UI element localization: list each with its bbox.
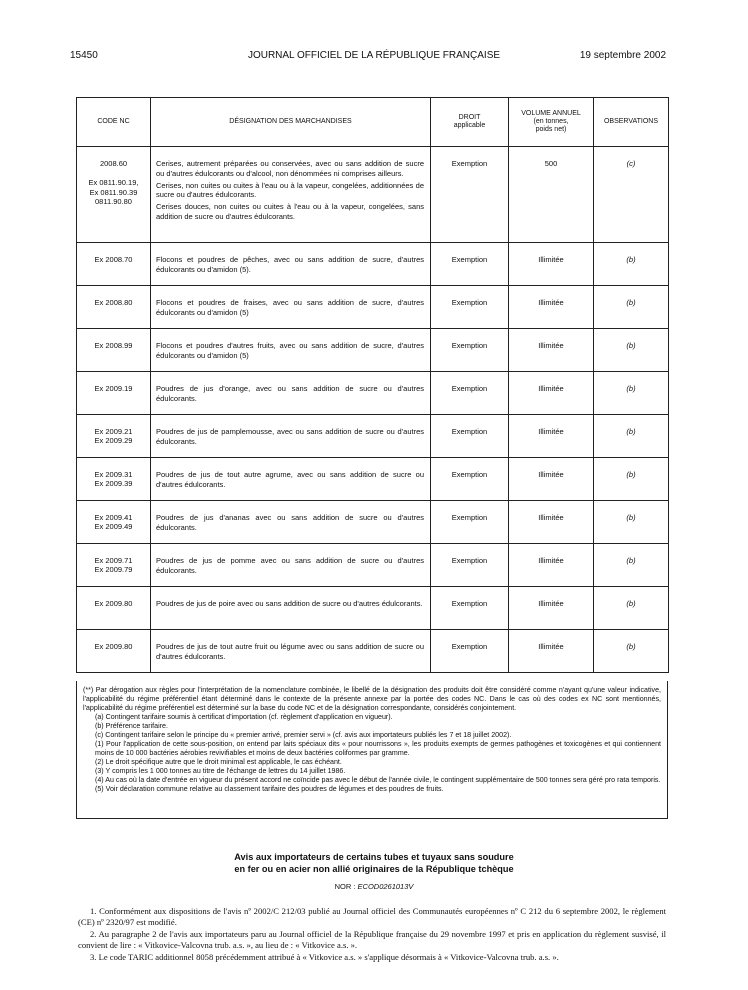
footnote: (5) Voir déclaration commune relative au classement tarifaire des poudres de légumes et des poudres de fruits. <box>95 785 444 793</box>
table-row <box>77 147 669 243</box>
droit-cell: Exemption <box>431 501 509 544</box>
col-header-volume <box>509 98 594 147</box>
col-header-droit <box>431 98 509 147</box>
table-row <box>77 501 669 544</box>
nc-code: Ex 2009.79 <box>94 565 133 575</box>
designation-cell <box>151 147 431 243</box>
nor-code: ECOD0261013V <box>357 882 414 891</box>
observation-cell: (b) <box>594 372 669 415</box>
nc-code: Ex 2009.29 <box>94 436 133 446</box>
designation-cell <box>151 544 431 587</box>
nc-code-cell <box>77 501 151 544</box>
col-header-code: CODE NC <box>77 98 151 147</box>
volume-cell: Illimitée <box>509 372 594 415</box>
nc-code: Ex 2009.19 <box>94 384 133 393</box>
designation-text: Cerises, autrement préparées ou conservées, avec ou sans addition de sucre ou d'autres édulcorants ou d'alcool, non dénommées ni comprises ailleurs. <box>156 159 424 178</box>
footnote: (3) Y compris les 1 000 tonnes au titre de l'échange de lettres du 14 juillet 1986. <box>95 767 346 775</box>
nc-code: Ex 0811.90.19, <box>88 178 139 188</box>
nc-code: Ex 2008.80 <box>94 298 133 307</box>
avis-paragraph: 1. Conformément aux dispositions de l'avis nº 2002/C 212/03 publié au Journal officiel des Communautés européennes nº C 212 du 6 septembre 2002, le règlement (CE) nº 2320/97 est modifié. <box>78 906 666 927</box>
table-row <box>77 587 669 630</box>
designation-text: Flocons et poudres de pêches, avec ou sans addition de sucre, d'autres édulcorants ou d'amidon (5). <box>156 255 424 274</box>
avis-title-line1: Avis aux importateurs de certains tubes et tuyaux sans soudure <box>234 852 514 862</box>
nc-code: 2008.60 <box>99 159 128 168</box>
avis-title-line2: en fer ou en acier non allié originaires de la République tchèque <box>234 863 514 874</box>
page-number: 15450 <box>70 50 98 61</box>
designation-cell <box>151 415 431 458</box>
col-header-volume-line1: VOLUME ANNUEL <box>521 109 581 117</box>
droit-cell: Exemption <box>431 587 509 630</box>
volume-cell: Illimitée <box>509 630 594 673</box>
designation-cell <box>151 372 431 415</box>
nc-code: Ex 2009.31 <box>94 470 133 479</box>
designation-cell <box>151 501 431 544</box>
journal-title: JOURNAL OFFICIEL DE LA RÉPUBLIQUE FRANÇAISE <box>247 50 501 61</box>
table-notes <box>76 681 668 819</box>
tariff-table <box>76 97 669 673</box>
table-row <box>77 544 669 587</box>
observation-cell: (c) <box>594 147 669 243</box>
table-row <box>77 630 669 673</box>
nc-code-cell <box>77 544 151 587</box>
avis-title <box>0 852 748 875</box>
nc-code-cell <box>77 243 151 286</box>
volume-cell: Illimitée <box>509 329 594 372</box>
designation-text: Flocons et poudres d'autres fruits, avec ou sans addition de sucre, d'autres édulcorants ou d'amidon (5) <box>156 341 424 360</box>
droit-cell: Exemption <box>431 630 509 673</box>
table-row <box>77 458 669 501</box>
designation-text: Poudres de jus de tout autre agrume, avec ou sans addition de sucre ou d'autres édulcorants. <box>156 470 424 489</box>
table-body <box>77 147 669 673</box>
designation-cell <box>151 329 431 372</box>
table-row <box>77 243 669 286</box>
designation-cell <box>151 458 431 501</box>
publication-date: 19 septembre 2002 <box>579 50 666 61</box>
table-row <box>77 415 669 458</box>
droit-cell: Exemption <box>431 329 509 372</box>
table-row <box>77 372 669 415</box>
droit-cell: Exemption <box>431 147 509 243</box>
nc-code-cell <box>77 587 151 630</box>
volume-cell: Illimitée <box>509 544 594 587</box>
avis-paragraph: 3. Le code TARIC additionnel 8058 précédemment attribué à « Vitkovice a.s. » s'applique désormais à « Vitkovice-Valcovna trub. a.s. ». <box>90 952 559 962</box>
designation-cell <box>151 243 431 286</box>
nc-code: Ex 2009.71 <box>94 556 133 565</box>
footnote: (**) Par dérogation aux règles pour l'interprétation de la nomenclature combinée, le libellé de la désignation des produits doit être considéré comme n'ayant qu'une valeur indicative, l'applicabilité du régime préférentiel étant déterminé dans le contexte de la présente annexe par la portée des codes NC. Dans le cas où des codes ex NC sont mentionnés, l'applicabilité du régime préférentiel est déterminé sur la base du code NC et de la désignation correspondante, considérés conjointement. <box>83 686 661 712</box>
nc-code-cell <box>77 415 151 458</box>
volume-cell: Illimitée <box>509 587 594 630</box>
designation-cell <box>151 587 431 630</box>
avis-paragraph: 2. Au paragraphe 2 de l'avis aux importateurs paru au Journal officiel de la République française du 29 novembre 1997 et pris en application du règlement susvisé, il convient de lire : « Vitkovice-Valcovna trub. a.s. », au lieu de : « Vitkovice a.s. ». <box>78 929 666 950</box>
nor-label: NOR : <box>334 882 356 891</box>
footnote: (b) Préférence tarifaire. <box>95 722 168 730</box>
col-header-droit-line2: applicable <box>453 122 486 129</box>
designation-cell <box>151 630 431 673</box>
footnote: (a) Contingent tarifaire soumis à certificat d'importation (cf. règlement d'application en vigueur). <box>95 713 393 721</box>
nc-code-cell <box>77 458 151 501</box>
droit-cell: Exemption <box>431 372 509 415</box>
col-header-volume-line2: (en tonnes, <box>533 117 569 125</box>
footnote: (1) Pour l'application de cette sous-position, on entend par laits spéciaux dits « pour nourrissons », les produits exempts de germes pathogènes et toxicogènes et qui contiennent moins de 10 000 bactéries aérobies revivifiables et moins de deux bactéries coliformes par gramme. <box>95 740 661 757</box>
nc-code: Ex 2008.99 <box>94 341 133 350</box>
observation-cell: (b) <box>594 329 669 372</box>
observation-cell: (b) <box>594 544 669 587</box>
droit-cell: Exemption <box>431 458 509 501</box>
observation-cell: (b) <box>594 501 669 544</box>
volume-cell: Illimitée <box>509 458 594 501</box>
col-header-observations: OBSERVATIONS <box>594 98 669 147</box>
col-header-volume-line3: poids net) <box>535 126 567 134</box>
volume-cell: Illimitée <box>509 286 594 329</box>
designation-cell <box>151 286 431 329</box>
nor-reference <box>0 882 748 891</box>
nc-code: Ex 0811.90.39 <box>89 187 138 197</box>
nc-code <box>77 168 150 178</box>
nc-code: Ex 2009.80 <box>94 599 133 608</box>
nc-code: Ex 2009.80 <box>94 642 133 651</box>
observation-cell: (b) <box>594 286 669 329</box>
droit-cell: Exemption <box>431 415 509 458</box>
observation-cell: (b) <box>594 630 669 673</box>
table-row <box>77 329 669 372</box>
nc-code: 0811.90.80 <box>95 197 132 207</box>
nc-code-cell <box>77 630 151 673</box>
nc-code-cell <box>77 286 151 329</box>
table-row <box>77 286 669 329</box>
volume-cell: 500 <box>509 147 594 243</box>
col-header-designation: DÉSIGNATION DES MARCHANDISES <box>151 98 431 147</box>
droit-cell: Exemption <box>431 243 509 286</box>
designation-text: Poudres de jus de pomme avec ou sans addition de sucre ou d'autres édulcorants. <box>156 556 424 575</box>
footnote: (4) Au cas où la date d'entrée en vigueur du présent accord ne coïncide pas avec le début de l'année civile, le contingent supplémentaire de 500 tonnes sera géré pro rata temporis. <box>95 776 661 784</box>
designation-text: Poudres de jus de tout autre fruit ou légume avec ou sans addition de sucre ou d'autres édulcorants. <box>156 642 424 661</box>
observation-cell: (b) <box>594 587 669 630</box>
designation-text: Poudres de jus de poire avec ou sans addition de sucre ou d'autres édulcorants. <box>156 599 423 608</box>
observation-cell: (b) <box>594 458 669 501</box>
droit-cell: Exemption <box>431 286 509 329</box>
footnote: (c) Contingent tarifaire selon le principe du « premier arrivé, premier servi » (cf. avis aux importateurs publiés les 7 et 18 juillet 2002). <box>95 731 512 739</box>
avis-body <box>78 906 666 964</box>
nc-code: Ex 2008.70 <box>94 255 133 264</box>
col-header-droit-line1: DROIT <box>458 113 481 121</box>
volume-cell: Illimitée <box>509 501 594 544</box>
nc-code: Ex 2009.39 <box>94 479 133 489</box>
nc-code-cell <box>77 147 151 243</box>
observation-cell: (b) <box>594 415 669 458</box>
droit-cell: Exemption <box>431 544 509 587</box>
nc-code-cell <box>77 329 151 372</box>
volume-cell: Illimitée <box>509 243 594 286</box>
nc-code-cell <box>77 372 151 415</box>
designation-text: Cerises douces, non cuites ou cuites à l'eau ou à la vapeur, congelées, sans addition de sucre ou d'autres édulcorants. <box>156 202 424 221</box>
designation-text: Cerises, non cuites ou cuites à l'eau ou à la vapeur, congelées, additionnées de sucre ou d'autres édulcorants. <box>156 180 424 200</box>
observation-cell: (b) <box>594 243 669 286</box>
designation-text: Flocons et poudres de fraises, avec ou sans addition de sucre, d'autres édulcorants ou d'amidon (5) <box>156 298 424 317</box>
nc-code: Ex 2009.41 <box>94 513 133 522</box>
designation-text: Poudres de jus d'orange, avec ou sans addition de sucre ou d'autres édulcorants. <box>156 384 424 403</box>
volume-cell: Illimitée <box>509 415 594 458</box>
nc-code: Ex 2009.49 <box>94 522 133 532</box>
nc-code: Ex 2009.21 <box>94 427 133 436</box>
footnote: (2) Le droit spécifique autre que le droit minimal est applicable, le cas échéant. <box>95 758 342 766</box>
designation-text: Poudres de jus de pamplemousse, avec ou sans addition de sucre ou d'autres édulcorants. <box>156 427 424 446</box>
designation-text: Poudres de jus d'ananas avec ou sans addition de sucre ou d'autres édulcorants. <box>156 513 424 532</box>
